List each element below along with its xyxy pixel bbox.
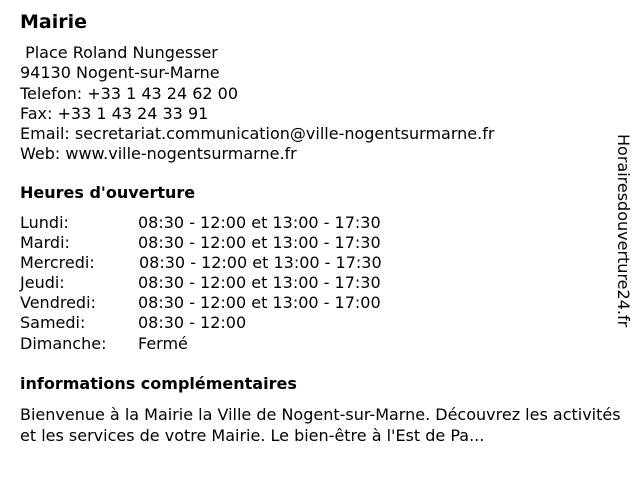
hours-time: 08:30 - 12:00 et 13:00 - 17:30 bbox=[138, 213, 381, 232]
opening-hours-heading: Heures d'ouverture bbox=[20, 183, 196, 202]
email-address: Email: secretariat.communication@ville-nogentsurmarne.fr bbox=[20, 124, 495, 144]
hours-time: 08:30 - 12:00 et 13:00 - 17:30 bbox=[138, 233, 381, 253]
hours-day: Dimanche: bbox=[20, 333, 107, 353]
hours-day: Mardi: bbox=[20, 233, 70, 253]
phone-number: Telefon: +33 1 43 24 62 00 bbox=[20, 83, 239, 103]
fax-number: Fax: +33 1 43 24 33 91 bbox=[20, 103, 209, 123]
hours-time: 08:30 - 12:00 et 13:00 - 17:00 bbox=[138, 293, 381, 313]
page-title: Mairie bbox=[20, 11, 88, 33]
description-text: Bienvenue à la Mairie la Ville de Nogent-sur-Marne. Découvrez les activités et les services de votre Mairie. Le bien-être à l'Est de Pa... bbox=[20, 405, 621, 445]
website-url: Web: www.ville-nogentsurmarne.fr bbox=[20, 144, 297, 164]
hours-day: Vendredi: bbox=[20, 293, 96, 313]
hours-day: Lundi: bbox=[20, 213, 69, 232]
address-city: 94130 Nogent-sur-Marne bbox=[20, 63, 220, 83]
hours-day: Mercredi: bbox=[20, 253, 95, 273]
hours-day: Samedi: bbox=[20, 313, 86, 333]
hours-time: 08:30 - 12:00 et 13:00 - 17:30 bbox=[139, 253, 382, 273]
additional-info-heading: informations complémentaires bbox=[20, 374, 297, 393]
site-watermark: Horairesdouverture24.fr bbox=[614, 134, 633, 328]
hours-day: Jeudi: bbox=[20, 273, 65, 293]
hours-time: 08:30 - 12:00 et 13:00 - 17:30 bbox=[138, 273, 381, 293]
hours-time: Fermé bbox=[138, 333, 188, 353]
contact-block bbox=[20, 43, 494, 165]
address-street: Place Roland Nungesser bbox=[20, 43, 218, 62]
hours-time: 08:30 - 12:00 bbox=[138, 313, 247, 333]
